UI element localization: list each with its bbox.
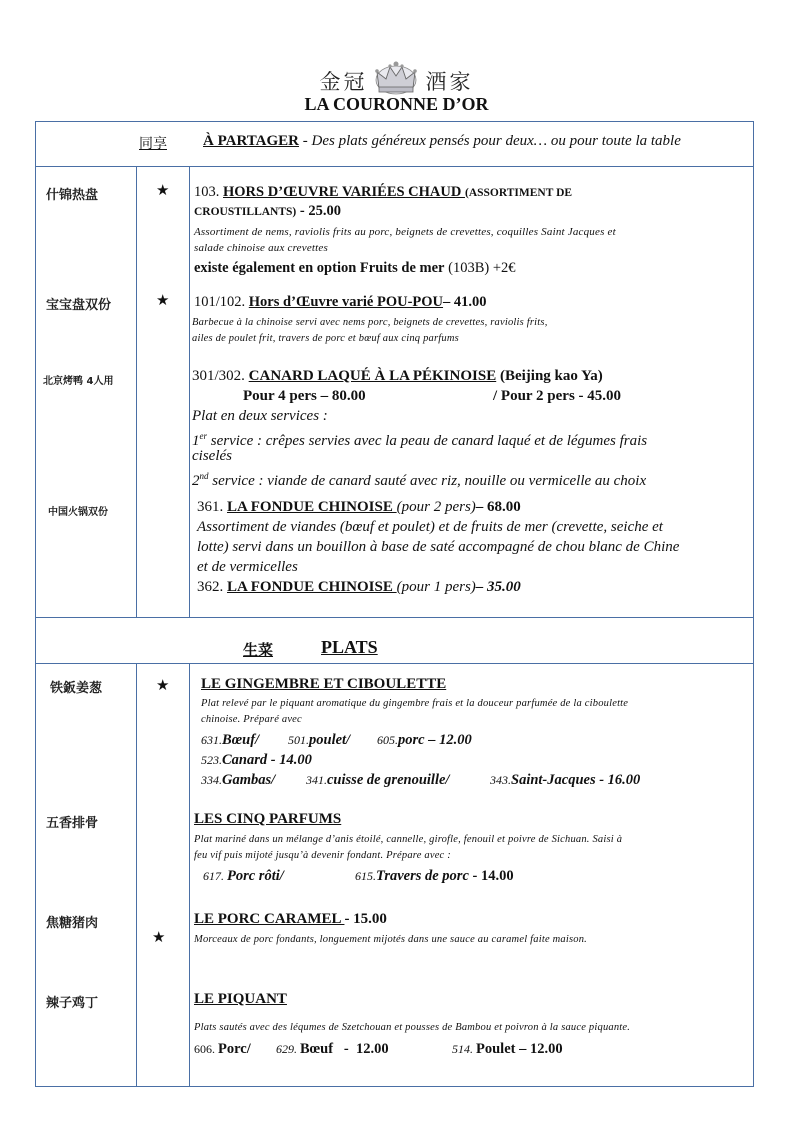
dish-options-row: 615.Travers de porc - 14.00: [355, 868, 514, 884]
dish-options-row: 334.Gambas/: [201, 772, 276, 788]
service-intro: Plat en deux services :: [192, 408, 328, 424]
star-icon: ★: [156, 678, 170, 694]
dish-name: LE GINGEMBRE ET CIBOULETTE: [201, 676, 447, 692]
item-description: Plat mariné dans un mélange d’anis étoilé, cannelle, girofle, fenouil et poivre de Sichuan. Saisi à: [194, 834, 623, 845]
dish-options-row: 631.Bœuf/: [201, 732, 260, 748]
menu-item-103-cont: CROUSTILLANTS) - 25.00: [194, 203, 341, 219]
item-chinese-name: 五香排骨: [46, 816, 99, 831]
item-chinese-name: 什锦热盘: [46, 188, 99, 203]
item-chinese-name: 中国火锅双份: [48, 507, 108, 518]
share-title: À PARTAGER: [203, 133, 299, 149]
item-option: existe également en option Fruits de mer (103B) +2€: [194, 260, 516, 276]
item-description: Assortiment de viandes (bœuf et poulet) et de fruits de mer (crevette, seiche et: [197, 519, 663, 535]
first-service: 1er service : crêpes servies avec la peau de canard laqué et de légumes frais: [192, 431, 648, 449]
dish-options-row: 617. Porc rôti/: [203, 868, 284, 884]
column-divider: [136, 166, 137, 618]
second-service: 2nd service : viande de canard sauté avec riz, nouille ou vermicelle au choix: [192, 471, 647, 489]
dish-name: LE PIQUANT: [194, 991, 287, 1007]
share-section-cn: 同享: [139, 137, 167, 152]
item-description: lotte) servi dans un bouillon à base de saté accompagné de chou blanc de Chine: [197, 539, 680, 555]
item-description: feu vif puis mijoté jusqu’à devenir fondant. Prépare avec :: [194, 850, 451, 861]
first-service-cont: ciselés: [192, 448, 232, 464]
star-icon: ★: [156, 183, 170, 199]
dish-options-row: 341.cuisse de grenouille/: [306, 772, 450, 788]
price-4-persons: Pour 4 pers – 80.00: [243, 388, 366, 404]
crown-logo: [367, 58, 425, 98]
menu-item-103: 103. HORS D’ŒUVRE VARIÉES CHAUD (ASSORTIMENT DE: [194, 184, 573, 200]
plats-section-header: [35, 617, 754, 664]
star-icon: ★: [156, 293, 170, 309]
item-chinese-name: 北京烤鸭 4人用: [43, 376, 114, 387]
item-chinese-name: 铁鈑姜葱: [50, 681, 103, 696]
item-description: Plat relevé par le piquant aromatique du gingembre frais et la douceur parfumée de la ciboulette: [201, 698, 629, 709]
dish-options-row: 523.Canard - 14.00: [201, 752, 312, 768]
item-description: et de vermicelles: [197, 559, 298, 575]
menu-item-361: 361. LA FONDUE CHINOISE (pour 2 pers)– 68.00: [197, 499, 521, 515]
share-section-title: [203, 133, 681, 150]
restaurant-title: LA COURONNE D’OR: [304, 94, 489, 114]
dish-name: LES CINQ PARFUMS: [194, 811, 342, 827]
dish-options-row: 514. Poulet – 12.00: [452, 1041, 563, 1057]
dish-name: LE PORC CARAMEL - 15.00: [194, 911, 387, 927]
chinese-name-left: 金冠: [319, 70, 368, 94]
chinese-name-right: 酒家: [425, 70, 474, 94]
item-description: Plats sautés avec des léqumes de Szetchouan et pousses de Bambou et poivron à la sauce piquante.: [194, 1022, 631, 1033]
item-chinese-name: 宝宝盘双份: [46, 298, 112, 313]
item-chinese-name: 辣子鸡丁: [46, 996, 99, 1011]
menu-item-101-102: 101/102. Hors d’Œuvre varié POU-POU– 41.00: [194, 294, 487, 310]
plats-section-cn: 生菜: [243, 643, 274, 659]
column-divider: [189, 663, 190, 1087]
item-description: chinoise. Préparé avec: [201, 714, 302, 725]
item-description: salade chinoise aux crevettes: [194, 242, 328, 254]
share-subtitle: - Des plats généreux pensés pour deux… ou pour toute la table: [299, 133, 681, 149]
menu-item-362: 362. LA FONDUE CHINOISE (pour 1 pers)– 35.00: [197, 579, 521, 595]
item-description: Assortiment de nems, raviolis frits au porc, beignets de crevettes, coquilles Saint Jacques et: [194, 226, 616, 238]
plats-section-title: PLATS: [321, 637, 378, 657]
item-description: ailes de poulet frit, travers de porc et bœuf aux cinq parfums: [192, 333, 459, 344]
dish-options-row: 629. Bœuf - 12.00: [276, 1041, 389, 1057]
item-description: Barbecue à la chinoise servi avec nems porc, beignets de crevettes, raviolis frits,: [192, 317, 548, 328]
dish-options-row: 606. Porc/: [194, 1041, 251, 1057]
star-icon: ★: [152, 930, 166, 946]
dish-options-row: 343.Saint-Jacques - 16.00: [490, 772, 641, 788]
column-divider: [189, 166, 190, 618]
item-description: Morceaux de porc fondants, longuement mijotés dans une sauce au caramel faite maison.: [194, 934, 587, 945]
column-divider: [136, 663, 137, 1087]
price-2-persons: / Pour 2 pers - 45.00: [493, 388, 622, 404]
dish-options-row: 605.porc – 12.00: [377, 732, 472, 748]
dish-options-row: 501.poulet/: [288, 732, 351, 748]
item-chinese-name: 焦糖猪肉: [46, 916, 99, 931]
menu-item-301-302: 301/302. CANARD LAQUÉ À LA PÉKINOISE (Beijing kao Ya): [192, 368, 603, 384]
